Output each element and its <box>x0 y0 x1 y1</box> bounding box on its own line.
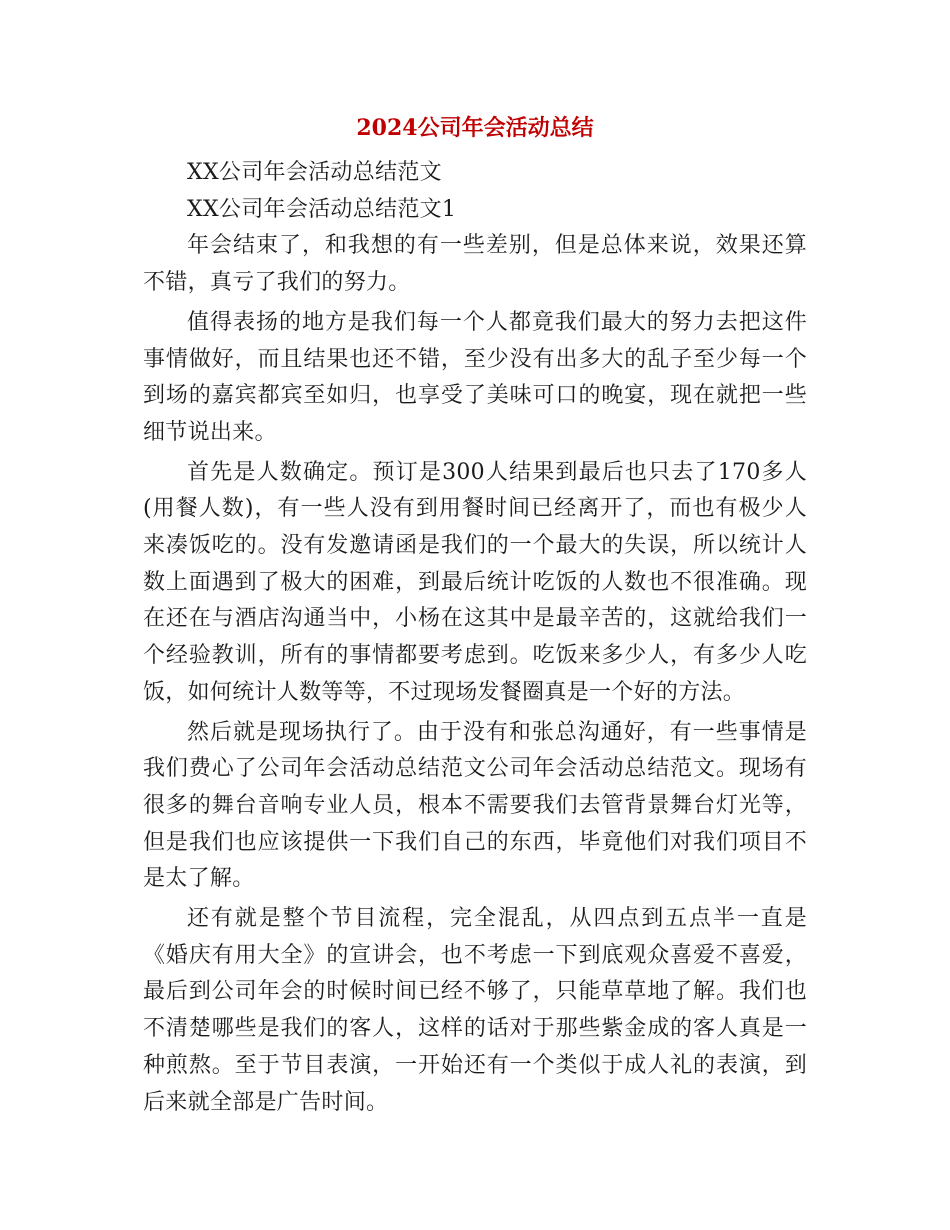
document-title: 2024公司年会活动总结 <box>356 115 594 141</box>
document-body <box>143 155 807 1124</box>
body-paragraph: 值得表扬的地方是我们每一个人都竟我们最大的努力去把这件事情做好，而且结果也还不错，至少没有出多大的乱子至少每一个到场的嘉宾都宾至如归，也享受了美味可口的晚宴，现在就把一些细节说出来。 <box>143 309 807 445</box>
body-paragraph: 还有就是整个节目流程，完全混乱，从四点到五点半一直是《婚庆有用大全》的宣讲会，也不考虑一下到底观众喜爱不喜爱，最后到公司年会的时候时间已经不够了，只能草草地了解。我们也不清楚哪些是我们的客人，这样的话对于那些紫金成的客人真是一种煎熬。至于节目表演，一开始还有一个类似于成人礼的表演，到后来就全部是广告时间。 <box>143 906 807 1115</box>
body-paragraph: 然后就是现场执行了。由于没有和张总沟通好，有一些事情是我们费心了公司年会活动总结范文公司年会活动总结范文。现场有很多的舞台音响专业人员，根本不需要我们去管背景舞台灯光等，但是我们也应该提供一下我们自己的东西，毕竟他们对我们项目不是太了解。 <box>143 719 807 892</box>
body-paragraph: 首先是人数确定。预订是300人结果到最后也只去了170多人(用餐人数)，有一些人没有到用餐时间已经离开了，而也有极少人来凑饭吃的。没有发邀请函是我们的一个最大的失误，所以统计人数上面遇到了极大的困难，到最后统计吃饭的人数也不很准确。现在还在与酒店沟通当中，小杨在这其中是最辛苦的，这就给我们一个经验教训，所有的事情都要考虑到。吃饭来多少人，有多少人吃饭，如何统计人数等等，不过现场发餐圈真是一个好的方法。 <box>143 459 807 705</box>
body-paragraph: 年会结束了，和我想的有一些差别，但是总体来说，效果还算不错，真亏了我们的努力。 <box>143 233 807 296</box>
subtitle-paragraph: XX公司年会活动总结范文 <box>187 160 442 185</box>
section-heading-paragraph: XX公司年会活动总结范文1 <box>187 196 457 222</box>
